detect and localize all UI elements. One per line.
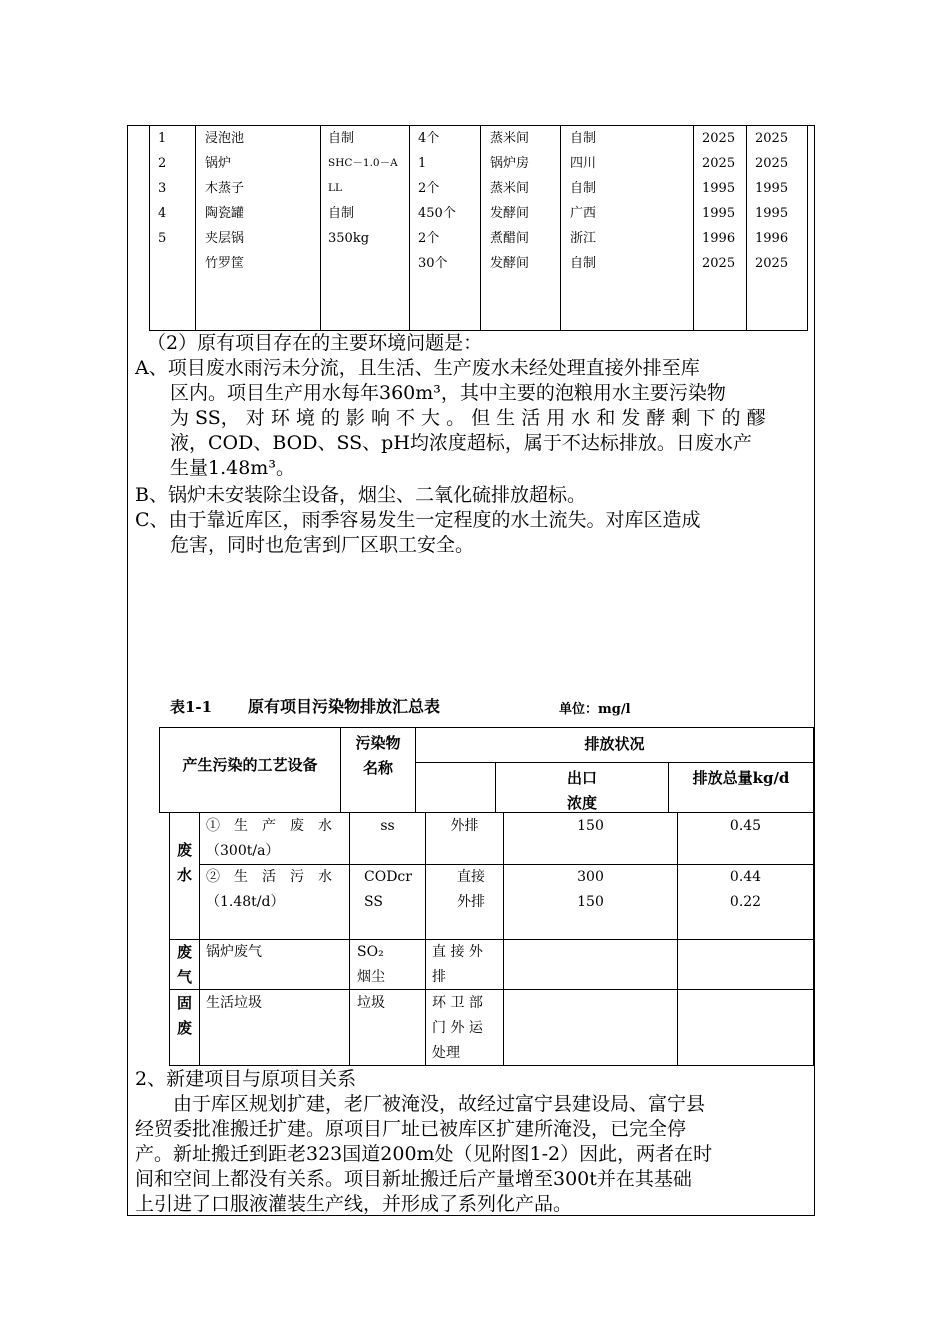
equipment-cell-no: 3 [158, 181, 167, 196]
table-caption-unit: 单位：mg/l [559, 702, 631, 717]
equipment-cell-no: 5 [158, 231, 167, 246]
equipment-cell-maker: 四川 [570, 156, 597, 171]
equipment-cell-name: 浸泡池 [205, 131, 245, 146]
problem-a-line: 生量1.48m³。 [170, 457, 295, 479]
equipment-cell-name: 夹层锅 [205, 231, 245, 246]
equipment-cell-location: 锅炉房 [490, 156, 530, 171]
row4-source: 生活垃圾 [206, 995, 262, 1011]
header-outlet-conc: 出口 浓度 [566, 769, 597, 812]
problem-a-line: A、项目废水雨污未分流，且生活、生产废水未经处理直接外排至库 [135, 357, 700, 379]
category-exhaust: 废 气 [176, 943, 192, 986]
equipment-cell-qty: 2个 [418, 231, 440, 246]
row3-pollutant: SO₂ 烟尘 [357, 944, 385, 985]
equipment-cell-qty: 1 [418, 156, 427, 171]
equipment-cell-no: 1 [158, 131, 167, 146]
equipment-cell-year2: 2025 [755, 156, 789, 171]
equipment-cell-qty: 2个 [418, 181, 440, 196]
equipment-cell-model: LL [328, 182, 342, 194]
equipment-cell-name: 陶瓷罐 [205, 206, 245, 221]
problem-a-line: 区内。项目生产用水每年360m³，其中主要的泡粮用水主要污染物 [170, 382, 726, 404]
row2-conc: 300 150 [577, 869, 604, 910]
equipment-cell-no: 2 [158, 156, 167, 171]
row3-mode: 直 接 外 排 [432, 944, 483, 985]
problem-b-line: B、锅炉未安装除尘设备，烟尘、二氧化硫排放超标。 [135, 484, 586, 506]
row2-mode: 直接 外排 [457, 869, 485, 910]
equipment-cell-year2: 1995 [755, 206, 789, 221]
relation-line: 间和空间上都没有关系。项目新址搬迁后产量增至300t并在其基础 [135, 1168, 692, 1190]
header-status: 排放状况 [584, 735, 645, 753]
header-total: 排放总量kg/d [692, 769, 790, 787]
equipment-cell-model: 350kg [328, 231, 370, 246]
equipment-cell-year1: 2025 [702, 256, 736, 271]
equipment-cell-maker: 浙江 [570, 231, 597, 246]
row1-source: ① 生 产 废 水 （300t/a） [206, 818, 332, 859]
equipment-cell-year2: 1995 [755, 181, 789, 196]
problem-c-line: 危害，同时也危害到厂区职工安全。 [170, 534, 475, 556]
equipment-cell-name: 锅炉 [205, 156, 232, 171]
problem-a-line: 液，COD、BOD、SS、pH均浓度超标，属于不达标排放。日废水产 [170, 432, 752, 454]
equipment-cell-name: 木蒸子 [205, 181, 245, 196]
problem-a-line: 为 SS， 对 环 境 的 影 响 不 大 。 但 生 活 用 水 和 发 酵 剩 下 的 醪 [170, 407, 766, 429]
problem-c-line: C、由于靠近库区，雨季容易发生一定程度的水土流失。对库区造成 [135, 509, 701, 531]
row1-total: 0.45 [729, 818, 762, 834]
row4-mode: 环 卫 部 门 外 运 处理 [432, 995, 483, 1061]
table-caption-title: 原有项目污染物排放汇总表 [248, 697, 441, 716]
row4-pollutant: 垃圾 [357, 995, 385, 1011]
equipment-cell-model: 自制 [328, 206, 355, 221]
equipment-cell-model: SHC－1.0－A [328, 157, 398, 169]
header-pollutant: 污染物 名称 [355, 734, 401, 777]
row2-source: ② 生 活 污 水 （1.48t/d） [206, 869, 332, 910]
equipment-cell-qty: 30个 [418, 256, 448, 271]
equipment-cell-maker: 自制 [570, 131, 597, 146]
equipment-cell-name: 竹罗筐 [205, 256, 245, 271]
relation-line: 产。新址搬迁到距老323国道200m处（见附图1-2）因此，两者在时 [135, 1143, 713, 1165]
row2-total: 0.44 0.22 [729, 869, 762, 910]
row1-mode: 外排 [450, 818, 479, 834]
equipment-cell-year2: 2025 [755, 256, 789, 271]
row3-source: 锅炉废气 [206, 944, 262, 960]
equipment-cell-maker: 广西 [570, 206, 597, 221]
equipment-cell-location: 发酵间 [490, 256, 530, 271]
problems-heading: （2）原有项目存在的主要环境问题是： [147, 332, 483, 354]
relation-heading: 2、新建项目与原项目关系 [135, 1068, 357, 1090]
equipment-cell-year2: 1996 [755, 231, 789, 246]
equipment-cell-no: 4 [158, 206, 167, 221]
relation-line: 上引进了口服液灌装生产线，并形成了系列化产品。 [135, 1193, 573, 1215]
equipment-cell-maker: 自制 [570, 181, 597, 196]
equipment-cell-qty: 4个 [418, 131, 440, 146]
relation-line: 由于库区规划扩建，老厂被淹没，故经过富宁县建设局、富宁县 [135, 1093, 706, 1115]
equipment-cell-year1: 2025 [702, 156, 736, 171]
equipment-cell-location: 发酵间 [490, 206, 530, 221]
equipment-cell-year1: 1995 [702, 181, 736, 196]
category-solid-waste: 固 废 [176, 994, 192, 1037]
row1-conc: 150 [577, 818, 604, 834]
category-wastewater: 废 水 [176, 841, 192, 884]
equipment-cell-location: 煮醋间 [490, 231, 530, 246]
row1-pollutant: ss [380, 818, 395, 834]
equipment-cell-location: 蒸米间 [490, 131, 530, 146]
row2-pollutant: CODcr SS [364, 869, 412, 910]
equipment-cell-year1: 1995 [702, 206, 736, 221]
table-caption-number: 表1-1 [170, 698, 213, 716]
equipment-cell-year1: 1996 [702, 231, 736, 246]
equipment-cell-location: 蒸米间 [490, 181, 530, 196]
relation-line: 经贸委批准搬迁扩建。原项目厂址已被库区扩建所淹没，已完全停 [135, 1118, 687, 1140]
equipment-cell-qty: 450个 [418, 206, 456, 221]
header-equipment: 产生污染的工艺设备 [182, 756, 318, 774]
equipment-cell-model: 自制 [328, 131, 355, 146]
equipment-cell-maker: 自制 [570, 256, 597, 271]
equipment-cell-year2: 2025 [755, 131, 789, 146]
equipment-cell-year1: 2025 [702, 131, 736, 146]
